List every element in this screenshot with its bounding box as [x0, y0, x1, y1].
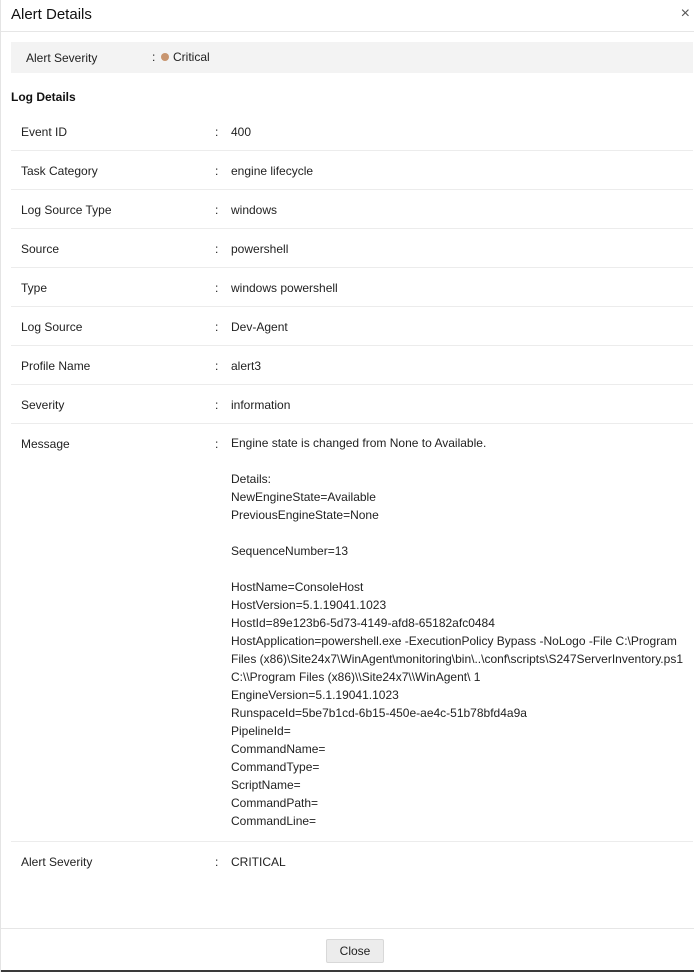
separator-colon: : — [215, 242, 219, 256]
message-line: CommandName= — [231, 742, 326, 756]
detail-value: 400 — [231, 125, 252, 139]
dialog-title: Alert Details — [11, 6, 92, 23]
severity-dot-icon — [161, 53, 169, 61]
detail-row-type — [11, 268, 693, 307]
message-line: HostId=89e123b6-5d73-4149-afd8-65182afc0484 — [231, 616, 495, 630]
message-line: Engine state is changed from None to Available. — [231, 436, 487, 450]
message-line: NewEngineState=Available — [231, 490, 376, 504]
detail-value: information — [231, 398, 291, 412]
message-line: HostName=ConsoleHost — [231, 580, 364, 594]
detail-row-task-category — [11, 151, 693, 190]
message-line: CommandLine= — [231, 814, 317, 828]
separator-colon: : — [215, 398, 219, 412]
message-line: RunspaceId=5be7b1cd-6b15-450e-ae4c-51b78bfd4a9a — [231, 706, 527, 720]
detail-key: Log Source Type — [21, 203, 112, 217]
detail-key: Event ID — [21, 125, 68, 139]
dialog-header — [1, 0, 694, 32]
detail-value: windows — [231, 203, 278, 217]
separator-colon: : — [215, 125, 219, 139]
close-button[interactable]: Close — [326, 939, 384, 963]
detail-value: alert3 — [231, 359, 262, 373]
separator-colon: : — [215, 281, 219, 295]
detail-value: Dev-Agent — [231, 320, 288, 334]
detail-row-profile-name — [11, 346, 693, 385]
detail-key: Task Category — [21, 164, 98, 178]
message-line: PipelineId= — [231, 724, 291, 738]
dialog-footer — [1, 928, 694, 972]
message-line: HostApplication=powershell.exe -ExecutionPolicy Bypass -NoLogo -File C:\Program Files (x86)\Site24x7\WinAgent\monitoring\bin\..\conf\scripts\S247ServerInventory.ps1 C:\\Program Files (x86)\\Site24x7\\WinAgent\ 1 — [231, 634, 687, 684]
detail-key: Log Source — [21, 320, 83, 334]
alert-severity-label: Alert Severity — [26, 51, 98, 65]
detail-row-log-source-type — [11, 190, 693, 229]
message-line: PreviousEngineState=None — [231, 508, 379, 522]
message-line: CommandType= — [231, 760, 320, 774]
separator-colon: : — [215, 203, 219, 217]
separator-colon: : — [152, 50, 156, 64]
message-line: CommandPath= — [231, 796, 319, 810]
message-line — [231, 524, 686, 542]
alert-severity-bar — [11, 42, 693, 73]
detail-row-severity — [11, 385, 693, 424]
close-icon[interactable]: × — [680, 5, 690, 22]
detail-key: Source — [21, 242, 60, 256]
alert-severity-value: Critical — [173, 50, 210, 64]
log-details-title: Log Details — [11, 90, 76, 104]
detail-row-log-source — [11, 307, 693, 346]
log-details-list — [11, 112, 693, 881]
message-line: SequenceNumber=13 — [231, 544, 349, 558]
separator-colon: : — [215, 164, 219, 178]
message-line — [231, 560, 686, 578]
detail-key: Profile Name — [21, 359, 91, 373]
detail-value: powershell — [231, 242, 289, 256]
detail-value: CRITICAL — [231, 855, 286, 869]
detail-key: Message — [21, 437, 70, 451]
detail-row-source — [11, 229, 693, 268]
separator-colon: : — [215, 437, 219, 451]
separator-colon: : — [215, 855, 219, 869]
detail-key: Severity — [21, 398, 65, 412]
detail-value: windows powershell — [231, 281, 338, 295]
separator-colon: : — [215, 359, 219, 373]
separator-colon: : — [215, 320, 219, 334]
message-line: ScriptName= — [231, 778, 301, 792]
detail-key: Alert Severity — [21, 855, 93, 869]
message-line: Details: — [231, 472, 272, 486]
message-line — [231, 452, 686, 470]
detail-row-message — [11, 424, 693, 842]
message-line: EngineVersion=5.1.19041.1023 — [231, 688, 399, 702]
detail-value: engine lifecycle — [231, 164, 314, 178]
message-body — [231, 434, 686, 830]
message-line: HostVersion=5.1.19041.1023 — [231, 598, 387, 612]
detail-row-event-id — [11, 112, 693, 151]
detail-row-alert-severity — [11, 842, 693, 881]
detail-key: Type — [21, 281, 48, 295]
